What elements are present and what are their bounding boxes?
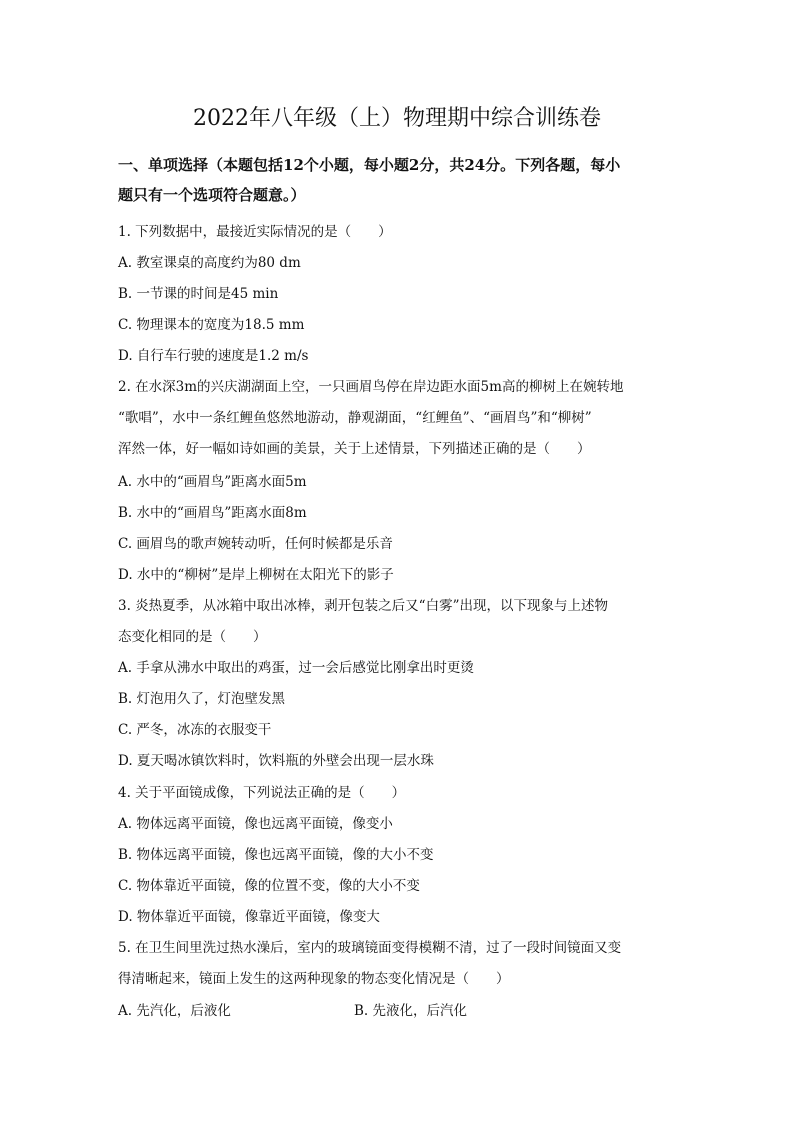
section-heading-line-2: 题只有一个选项符合题意。） [118,186,306,204]
question-3-option-a: A. 手拿从沸水中取出的鸡蛋，过一会后感觉比刚拿出时更烫 [118,660,474,676]
question-4-option-c: C. 物体靠近平面镜，像的位置不变，像的大小不变 [118,878,420,894]
question-5-option-b: B. 先液化，后汽化 [354,1003,468,1019]
question-1-option-d: D. 自行车行驶的速度是1.2 m/s [118,348,309,364]
question-3-stem-line-2: 态变化相同的是（ ） [118,629,267,645]
question-2-stem-line-3: 浑然一体，好一幅如诗如画的美景，关于上述情景，下列描述正确的是（ ） [118,441,591,457]
question-3-option-c: C. 严冬，冰冻的衣服变干 [118,722,272,738]
page-title: 2022年八年级（上）物理期中综合训练卷 [193,106,601,131]
question-2-stem-line-1: 2. 在水深3m的兴庆湖湖面上空，一只画眉鸟停在岸边距水面5m高的柳树上在婉转地 [118,379,624,395]
question-4-option-d: D. 物体靠近平面镜，像靠近平面镜，像变大 [118,909,380,925]
question-5-option-a: A. 先汽化，后液化 [118,1003,231,1019]
question-4-stem: 4. 关于平面镜成像，下列说法正确的是（ ） [118,785,406,801]
section-heading [118,150,688,210]
question-3-option-b: B. 灯泡用久了，灯泡壁发黑 [118,691,286,707]
question-5-stem-line-2: 得清晰起来，镜面上发生的这两种现象的物态变化情况是（ ） [118,971,510,987]
question-1-stem: 1. 下列数据中，最接近实际情况的是（ ） [118,224,392,240]
question-5-stem-line-1: 5. 在卫生间里洗过热水澡后，室内的玻璃镜面变得模糊不清，过了一段时间镜面又变 [118,940,622,956]
question-2-option-d: D. 水中的“柳树”是岸上柳树在太阳光下的影子 [118,567,394,583]
question-1-option-b: B. 一节课的时间是45 min [118,286,279,302]
question-2-option-c: C. 画眉鸟的歌声婉转动听，任何时候都是乐音 [118,536,393,552]
question-1-option-c: C. 物理课本的宽度为18.5 mm [118,317,305,333]
question-4-option-a: A. 物体远离平面镜，像也远离平面镜，像变小 [118,816,393,832]
section-heading-line-1: 一、单项选择（本题包括12个小题，每小题2分，共24分。下列各题，每小 [118,156,621,174]
question-4-option-b: B. 物体远离平面镜，像也远离平面镜，像的大小不变 [118,847,434,863]
question-2-option-a: A. 水中的“画眉鸟”距离水面5m [118,474,307,490]
question-3-stem-line-1: 3. 炎热夏季，从冰箱中取出冰棒，剥开包装之后又“白雾”出现，以下现象与上述物 [118,598,608,614]
question-3-option-d: D. 夏天喝冰镇饮料时，饮料瓶的外壁会出现一层水珠 [118,753,434,769]
question-1-option-a: A. 教室课桌的高度约为80 dm [118,255,301,271]
question-2-stem-line-2: “歌唱”，水中一条红鲤鱼悠然地游动，静观湖面，“红鲤鱼”、“画眉鸟”和“柳树” [118,410,592,426]
question-2-option-b: B. 水中的“画眉鸟”距离水面8m [118,505,307,521]
